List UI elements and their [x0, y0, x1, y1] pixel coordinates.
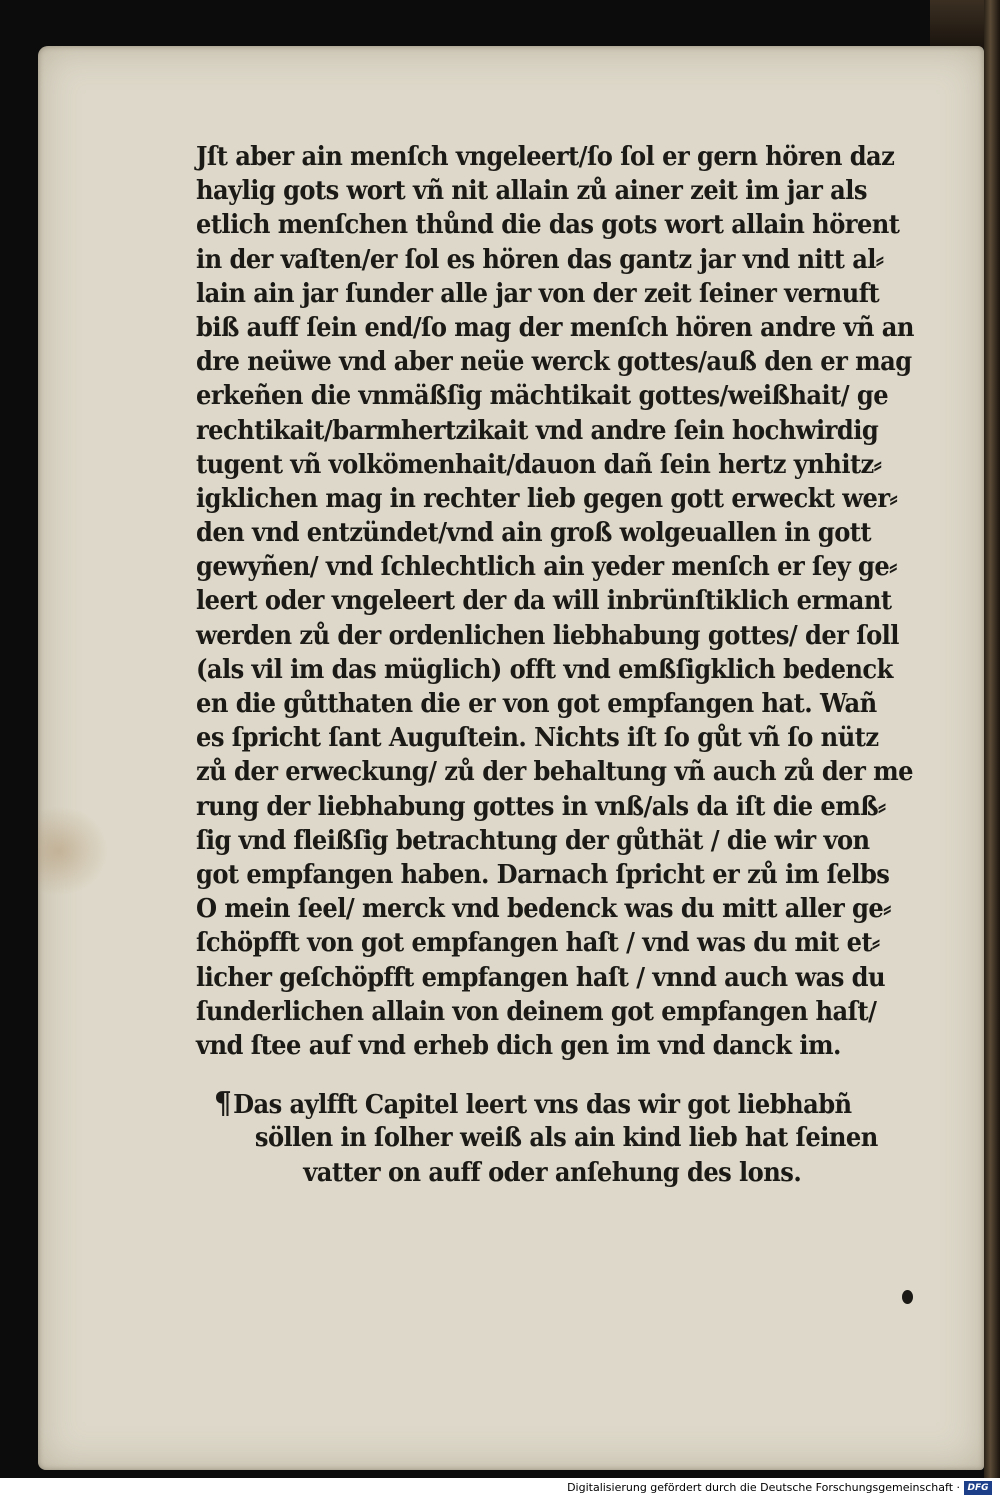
text-line: biß auff ſein end/ſo mag der menſch hören andre vñ an	[196, 312, 914, 343]
text-line: vnd ſtee auf vnd erheb dich gen im vnd danck im.	[196, 1030, 841, 1061]
heading-line: söllen in ſolher weiß als ain kind lieb hat ſeinen	[254, 1123, 878, 1153]
text-line: den vnd entzündet/vnd ain groß wolgeuallen in gott	[196, 518, 872, 549]
text-line: in der vaſten/er ſol es hören das gantz jar vnd nitt al⸗	[196, 244, 884, 275]
ink-dot	[902, 1290, 913, 1304]
pilcrow-icon: ¶	[214, 1086, 232, 1121]
text-line: ſunderlichen allain von deinem got empfangen haſt/	[196, 996, 877, 1027]
heading-line: vatter on auff oder anſehung des lons.	[303, 1158, 802, 1188]
text-line: igklichen mag in rechter lieb gegen gott erweckt wer⸗	[196, 483, 898, 514]
chapter-heading	[214, 1086, 914, 1191]
text-line: (als vil im das müglich) offt vnd emßſigklich bedenck	[196, 654, 893, 685]
text-line: haylig gots wort vñ nit allain zů ainer zeit im jar als	[196, 176, 867, 207]
text-line: erkeñen die vnmäßſig mächtikait gottes/weißhait/ ge	[196, 381, 889, 412]
dfg-logo-icon: DFG	[964, 1481, 992, 1495]
text-line: leert oder vngeleert der da will inbrünſtiklich ermant	[196, 586, 892, 617]
text-line: O mein ſeel/ merck vnd bedenck was du mitt aller ge⸗	[196, 894, 891, 925]
book-edge-right	[984, 0, 1000, 1478]
text-line: licher geſchöpfft empfangen haſt / vnnd auch was du	[196, 962, 885, 993]
footer-bar	[0, 1478, 1000, 1499]
heading-line-text: Das aylfft Capitel leert vns das wir got liebhabñ	[233, 1090, 852, 1120]
text-line: ſchöpfft von got empfangen haſt / vnd was du mit et⸗	[196, 928, 880, 959]
text-line: lain ain jar ſunder alle jar von der zeit ſeiner vernuft	[196, 278, 880, 309]
text-line: rechtikait/barmhertzikait vnd andre ſein hochwirdig	[196, 415, 879, 446]
text-line: ſig vnd fleißſig betrachtung der gůthät / die wir von	[196, 825, 870, 856]
text-line: gewyñen/ vnd ſchlechtlich ain yeder menſch er ſey ge⸗	[196, 552, 897, 583]
text-line: es ſpricht ſant Auguſtein. Nichts iſt ſo gůt vñ ſo nütz	[196, 723, 879, 754]
text-line: en die gůtthaten die er von got empfangen hat. Wañ	[196, 689, 877, 719]
funding-credit: Digitalisierung gefördert durch die Deutsche Forschungsgemeinschaft ·	[567, 1481, 960, 1494]
body-text	[196, 140, 936, 1063]
text-line: etlich menſchen thůnd die das gots wort allain hörent	[196, 210, 900, 241]
text-line: rung der liebhabung gottes in vnß/als da iſt die emß⸗	[196, 791, 886, 822]
text-line: got empfangen haben. Darnach ſpricht er zů im ſelbs	[196, 859, 890, 890]
text-line: werden zů der ordenlichen liebhabung gottes/ der ſoll	[196, 620, 899, 651]
text-line: dre neüwe vnd aber neüe werck gottes/auß den er mag	[196, 347, 912, 378]
text-line: zů der erweckung/ zů der behaltung vñ auch zů der me	[196, 757, 914, 788]
text-line: tugent vñ volkömenhait/dauon dañ ſein hertz ynhitz⸗	[196, 449, 882, 480]
text-line: Jſt aber ain menſch vngeleert/ſo ſol er gern hören daz	[196, 142, 895, 172]
heading-line	[214, 1086, 865, 1121]
